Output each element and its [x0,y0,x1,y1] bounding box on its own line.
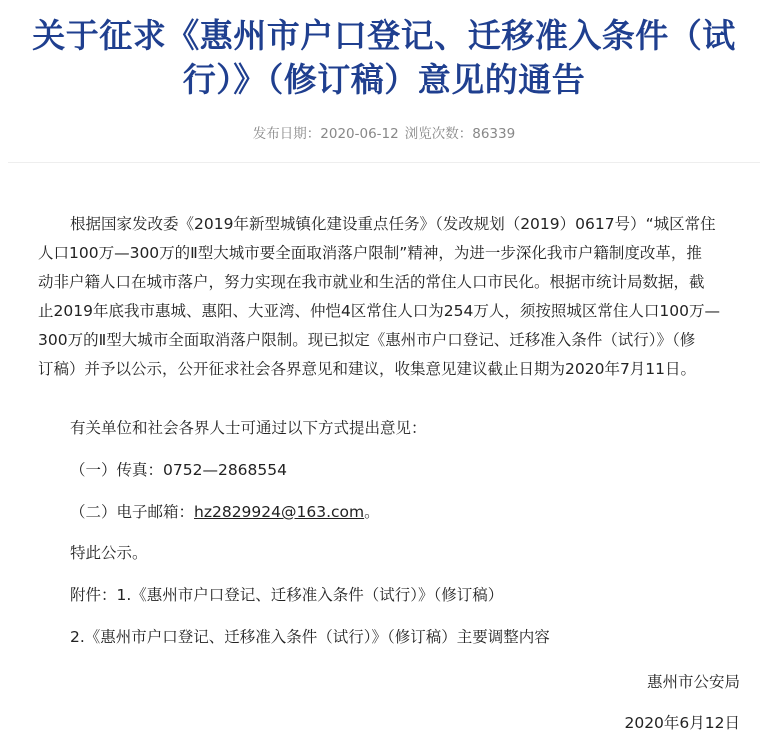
email-suffix: 。 [364,503,380,521]
view-count: 86339 [472,126,516,142]
email-line [70,500,380,522]
signature-issuer: 惠州市公安局 [646,673,740,691]
notice-text: 特此公示。 [70,544,148,562]
attachment-2: 2.《惠州市户口登记、迁移准入条件（试行）》（修订稿）主要调整内容 [70,628,550,646]
intro-line: 300万的Ⅱ型大城市全面取消落户限制。现已拟定《惠州市户口登记、迁移准入条件（试行）》（修 [38,331,696,349]
signature-date: 2020年6月12日 [624,714,740,732]
intro-line: 订稿）并予以公示，公开征求社会各界意见和建议，收集意见建议截止日期为2020年7月11日。 [38,360,697,378]
divider [8,162,760,163]
channels-intro: 有关单位和社会各界人士可通过以下方式提出意见： [70,419,427,437]
publish-date: 2020-06-12 [320,126,399,142]
publish-date-label: 发布日期： [252,126,321,142]
intro-line: 根据国家发改委《2019年新型城镇化建设重点任务》（发改规划（2019）0617号）“城区常住 [70,215,716,233]
intro-line: 动非户籍人口在城市落户，努力实现在我市就业和生活的常住人口市民化。根据市统计局数据，截 [38,273,705,291]
email-label: （二）电子邮箱： [70,503,195,521]
intro-line: 止2019年底我市惠城、惠阳、大亚湾、仲恺4区常住人口为254万人，须按照城区常住人口100万— [38,302,720,320]
intro-line: 人口100万—300万的Ⅱ型大城市要全面取消落户限制”精神，为进一步深化我市户籍制度改革，推 [38,244,702,262]
fax-line [70,458,287,480]
email-link[interactable]: hz2829924@163.com [194,503,365,521]
fax-number: 0752—2868554 [163,461,287,479]
fax-label: （一）传真： [70,461,164,479]
view-count-label: 浏览次数： [404,126,473,142]
attachment-1: 附件：1.《惠州市户口登记、迁移准入条件（试行）》（修订稿） [70,586,504,604]
article-meta [0,124,768,144]
article-title: 关于征求《惠州市户口登记、迁移准入条件（试行）》（修订稿）意见的通告 [32,16,736,99]
